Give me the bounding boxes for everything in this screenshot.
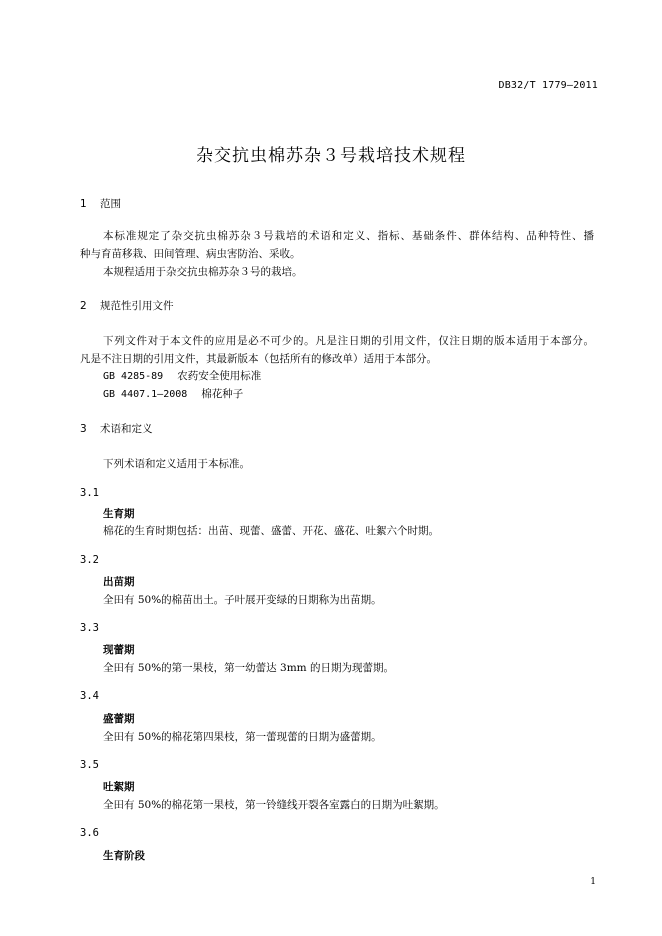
term-definition: 全田有 50%的棉花第四果枝，第一蕾现蕾的日期为盛蕾期。 [103, 731, 382, 743]
paragraph: 下列术语和定义适用于本标准。 [103, 458, 250, 470]
term-definition: 全田有 50%的棉花第一果枝，第一铃缝线开裂各室露白的日期为吐絮期。 [103, 799, 445, 811]
page-number: 1 [590, 877, 596, 887]
term-definition: 棉花的生育时期包括：出苗、现蕾、盛蕾、开花、盛花、吐絮六个时期。 [103, 525, 439, 537]
section-title: 术语和定义 [100, 423, 153, 435]
reference-title: 棉花种子 [201, 388, 244, 400]
section-title: 规范性引用文件 [100, 300, 174, 312]
section-2-heading [80, 298, 174, 313]
term-heading: 出苗期 [103, 576, 135, 588]
paragraph: 本规程适用于杂交抗虫棉苏杂３号的栽培。 [103, 266, 303, 278]
subsection-number: 3.5 [80, 759, 99, 771]
reference-item [103, 368, 261, 383]
term-heading: 盛蕾期 [103, 713, 135, 725]
paragraph-line: 种与育苗移栽、田间管理、病虫害防治、采收。 [80, 248, 301, 260]
subsection-number: 3.1 [80, 487, 99, 499]
reference-code: GB 4407.1—2008 [103, 389, 188, 400]
section-3-heading [80, 421, 153, 436]
term-heading: 生育期 [103, 508, 135, 520]
term-heading: 现蕾期 [103, 644, 135, 656]
subsection-number: 3.4 [80, 690, 99, 702]
section-title: 范围 [100, 198, 121, 210]
subsection-number: 3.6 [80, 827, 99, 839]
subsection-number: 3.2 [80, 554, 99, 566]
paragraph-line: 下列文件对于本文件的应用是必不可少的。凡是注日期的引用文件，仅注日期的版本适用于本部分。 [103, 335, 594, 347]
section-number: 1 [80, 198, 87, 210]
term-heading: 吐絮期 [103, 781, 135, 793]
term-definition: 全田有 50%的棉苗出土。子叶展开变绿的日期称为出苗期。 [103, 594, 382, 606]
term-heading: 生育阶段 [103, 850, 145, 862]
standard-number: DB32/T 1779—2011 [498, 80, 598, 91]
term-definition: 全田有 50%的第一果枝，第一幼蕾达 3mm 的日期为现蕾期。 [103, 662, 394, 674]
reference-code: GB 4285-89 [103, 371, 164, 382]
subsection-number: 3.3 [80, 622, 99, 634]
section-number: 2 [80, 300, 87, 312]
reference-title: 农药安全使用标准 [177, 370, 262, 382]
document-title: 杂交抗虫棉苏杂３号栽培技术规程 [196, 146, 466, 166]
paragraph-line: 凡是不注日期的引用文件，其最新版本（包括所有的修改单）适用于本部分。 [80, 353, 437, 365]
reference-item [103, 386, 243, 401]
section-1-heading [80, 196, 121, 211]
section-number: 3 [80, 423, 87, 435]
paragraph-line: 本标准规定了杂交抗虫棉苏杂３号栽培的术语和定义、指标、基础条件、群体结构、品种特性、播 [103, 230, 594, 242]
